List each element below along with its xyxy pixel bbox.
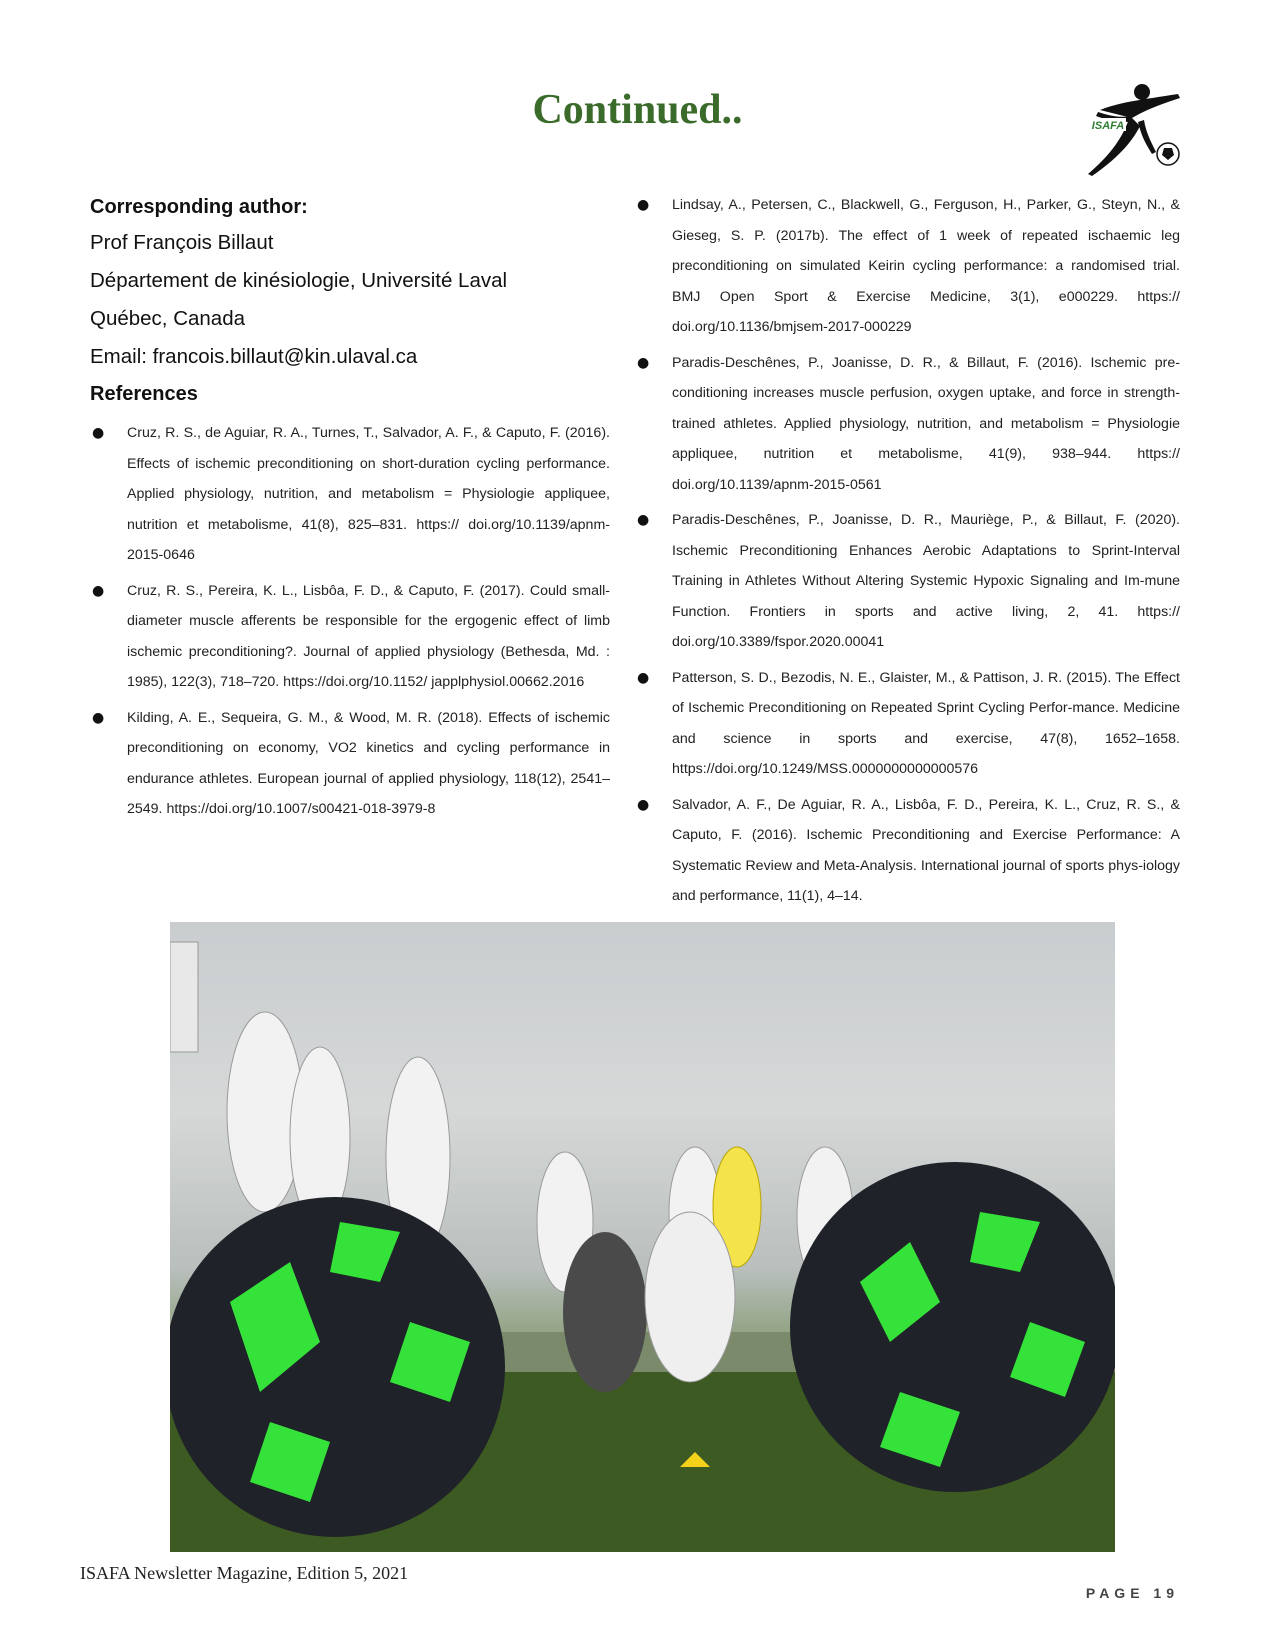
author-department: Département de kinésiologie, Université Laval xyxy=(90,269,508,292)
bullet-icon: ● xyxy=(92,709,105,726)
reference-item xyxy=(635,505,1180,658)
soccer-ball-left xyxy=(170,1197,505,1537)
floodlight-tower xyxy=(170,942,198,1052)
reference-item xyxy=(90,418,610,571)
reference-item xyxy=(635,790,1180,912)
kneeling-player xyxy=(645,1212,735,1382)
bullet-icon: ● xyxy=(637,796,650,813)
reference-text: Lindsay, A., Petersen, C., Blackwell, G., Ferguson, H., Parker, G., Steyn, N., & Gieseg, S. P. (2017b). The effect of 1 week of repeated ischaemic leg preconditioning on simulated Keirin cycling performance: a randomised trial. BMJ Open Sport & Exercise Medicine, 3(1), e000229. https:// doi.org/10.1136/bmjsem-2017-000229 xyxy=(672,197,1180,335)
reference-item xyxy=(90,703,610,825)
reference-text: Salvador, A. F., De Aguiar, R. A., Lisbôa, F. D., Pereira, K. L., Cruz, R. S., & Caputo, F. (2016). Ischemic Preconditioning and Exercise Performance: A Systematic Review and Meta-Analysis. International journal of sports phys-iology and performance, 11(1), 4–14. xyxy=(672,796,1180,904)
reference-list-left xyxy=(90,418,610,825)
reference-text: Patterson, S. D., Bezodis, N. E., Glaister, M., & Pattison, J. R. (2015). The Effect of Ischemic Preconditioning on Repeated Sprint Cycling Perfor-mance. Medicine and science in sports and exercise, 47(8), 1652–1658. https://doi.org/10.1249/MSS.0000000000000576 xyxy=(672,669,1180,777)
bullet-icon: ● xyxy=(637,512,650,528)
page-title: Continued.. xyxy=(532,87,743,133)
right-column xyxy=(635,190,1180,917)
left-column xyxy=(90,196,610,830)
reference-text: Cruz, R. S., Pereira, K. L., Lisbôa, F. D., & Caputo, F. (2017). Could small-diameter muscle afferents be responsible for the ergogenic effect of limb ischemic preconditioning?. Journal of applied physiology (Bethesda, Md. : 1985), 122(3), 718–720. https://doi.org/10.1152/ japplphysiol.00662.2016 xyxy=(127,582,610,690)
soccer-training-photo xyxy=(170,922,1115,1552)
references-heading: References xyxy=(90,383,198,405)
author-email: Email: francois.billaut@kin.ulaval.ca xyxy=(90,345,418,368)
bullet-icon: ● xyxy=(92,582,105,599)
bullet-icon: ● xyxy=(92,425,105,441)
logo-wordmark: ISAFA xyxy=(1091,120,1125,132)
bullet-icon: ● xyxy=(637,197,650,213)
corresponding-author-heading: Corresponding author: xyxy=(90,196,308,218)
reference-item xyxy=(635,663,1180,785)
soccer-ball-right xyxy=(790,1162,1115,1492)
reference-list-right xyxy=(635,190,1180,912)
reference-text: Paradis-Deschênes, P., Joanisse, D. R., & Billaut, F. (2016). Ischemic pre-conditioning increases muscle perfusion, oxygen uptake, and force in strength-trained athletes. Applied physiology, nutrition, and metabolism = Physiologie appliquee, nutrition et metabolisme, 41(9), 938–944. https:// doi.org/10.1139/apnm-2015-0561 xyxy=(672,354,1180,493)
isafa-logo xyxy=(1080,82,1185,182)
bullet-icon: ● xyxy=(637,669,650,686)
reference-text: Kilding, A. E., Sequeira, G. M., & Wood, M. R. (2018). Effects of ischemic preconditioning on economy, VO2 kinetics and cycling performance in endurance athletes. European journal of applied physiology, 118(12), 2541–2549. https://doi.org/10.1007/s00421-018-3979-8 xyxy=(127,709,610,817)
photo-illustration xyxy=(170,922,1115,1552)
author-name: Prof François Billaut xyxy=(90,231,274,254)
reference-item xyxy=(635,348,1180,501)
footer-publication: ISAFA Newsletter Magazine, Edition 5, 2021 xyxy=(80,1563,409,1583)
bullet-icon: ● xyxy=(637,354,650,371)
reference-text: Cruz, R. S., de Aguiar, R. A., Turnes, T., Salvador, A. F., & Caputo, F. (2016). Effects of ischemic preconditioning on short-duration cycling performance. Applied physiology, nutrition, and metabolism = Physiologie appliquee, nutrition et metabolisme, 41(8), 825–831. https:// doi.org/10.1139/apnm-2015-0646 xyxy=(127,425,610,563)
page-number: PAGE 19 xyxy=(1085,1585,1179,1601)
reference-item xyxy=(635,190,1180,343)
reference-text: Paradis-Deschênes, P., Joanisse, D. R., Mauriège, P., & Billaut, F. (2020). Ischemic Preconditioning Enhances Aerobic Adaptations to Sprint-Interval Training in Athletes Without Altering Systemic Hypoxic Signaling and Im-mune Function. Frontiers in sports and active living, 2, 41. https:// doi.org/10.3389/fspor.2020.00041 xyxy=(672,512,1180,650)
kneeling-coach xyxy=(563,1232,647,1392)
reference-item xyxy=(90,576,610,698)
author-location: Québec, Canada xyxy=(90,307,246,330)
